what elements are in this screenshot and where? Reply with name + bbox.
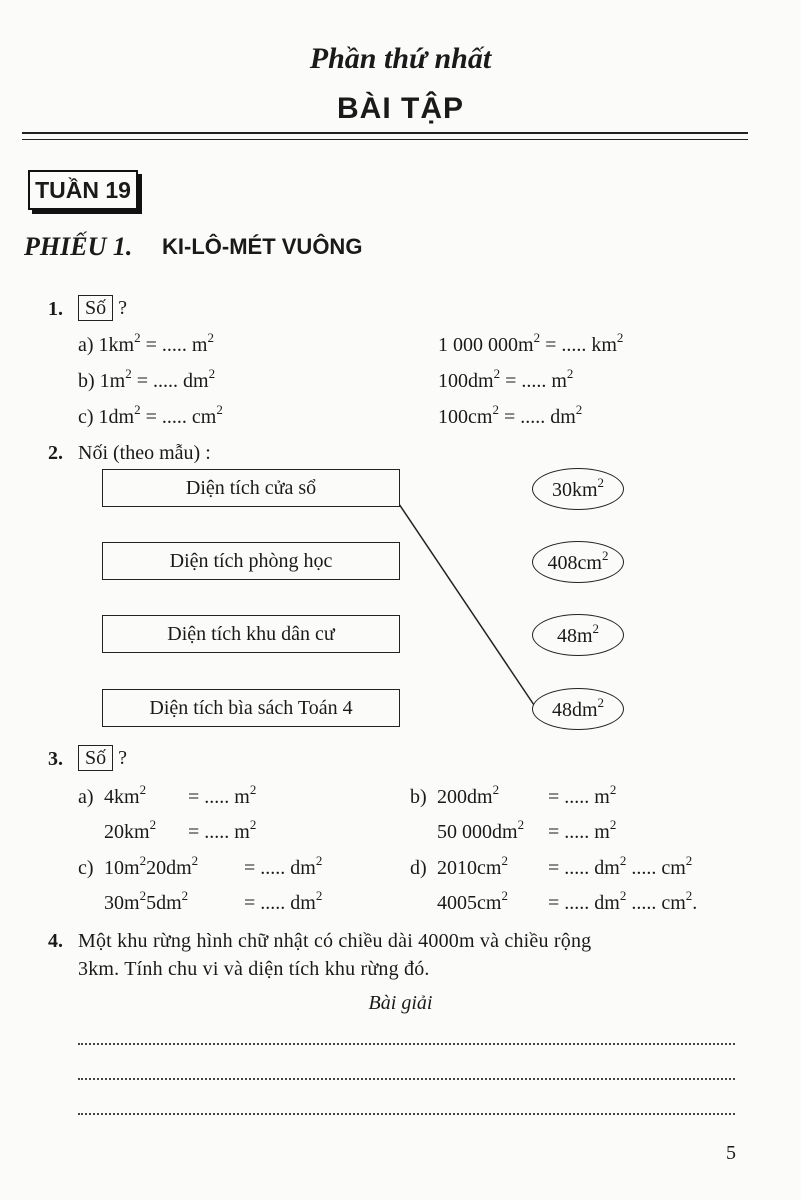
part-title: Phần thứ nhất [309,42,492,75]
q3-d2-rhs: = ..... $dm^2$ ..... $cm^2$. [548,888,698,914]
q3-a-label: a) [78,786,94,808]
q3-b2-rhs: = ..... $m^2$ [548,817,617,843]
q3-d-label: d) [410,857,427,879]
sheet-title: KI-LÔ-MÉT VUÔNG [162,234,363,259]
q3-c2-rhs: = ..... $dm^2$ [244,888,323,914]
answer-line-3[interactable] [78,1113,735,1115]
q1-c-right: $100cm^2$ = ..... $dm^2$ [438,402,583,428]
q3-d1-rhs: = ..... $dm^2$ ..... $cm^2$ [548,853,693,879]
q1-a-left: a) $1km^2$ = ..... $m^2$ [78,330,214,356]
q3-number: 3. [48,748,63,770]
q3-c1-lhs: $10m^220dm^2$ [104,853,199,879]
q3-so-box: Số [78,745,113,771]
q1-b-right: $100dm^2$ = ..... $m^2$ [438,366,574,392]
q3-prompt [78,745,127,771]
q1-c-left: c) $1dm^2$ = ..... $cm^2$ [78,402,223,428]
q3-b2-lhs: 50 $000dm^2$ [437,817,525,843]
q3-a1-rhs: = ..... $m^2$ [188,782,257,808]
q2-prompt: Nối (theo mẫu) : [78,442,211,464]
q3-a2-rhs: = ..... $m^2$ [188,817,257,843]
q3-a1-lhs: $4km^2$ [104,782,147,808]
page-number: 5 [726,1142,736,1164]
week-label: TUẦN 19 [28,170,138,210]
main-title: BÀI TẬP [337,92,464,125]
q4-line-1: Một khu rừng hình chữ nhật có chiều dài 4000m và chiều rộng [78,930,592,952]
q2-box-window: Diện tích cửa sổ [102,469,400,507]
q3-c1-rhs: = ..... $dm^2$ [244,853,323,879]
q1-number: 1. [48,298,63,320]
q2-oval-3: $48m^2$ [532,614,624,656]
q1-so-box: Số [78,295,113,321]
sheet-number: PHIẾU 1. [24,232,133,261]
q2-box-residential: Diện tích khu dân cư [102,615,400,653]
q1-suffix: ? [118,297,128,319]
q2-box-book-cover: Diện tích bìa sách Toán 4 [102,689,400,727]
q3-b-label: b) [410,786,427,808]
q2-oval-2: $408cm^2$ [532,541,624,583]
q3-d1-lhs: $2010cm^2$ [437,853,508,879]
q2-oval-1: $30km^2$ [532,468,624,510]
q3-c2-lhs: $30m^25dm^2$ [104,888,189,914]
q3-c-label: c) [78,857,94,879]
q1-a-right: 1 000 $000m^2$ = ..... $km^2$ [438,330,624,356]
q3-a2-lhs: $20km^2$ [104,817,157,843]
q3-b1-lhs: $200dm^2$ [437,782,500,808]
q2-number: 2. [48,442,63,464]
q3-suffix: ? [118,747,128,769]
answer-line-2[interactable] [78,1078,735,1080]
q3-b1-rhs: = ..... $m^2$ [548,782,617,808]
solution-label: Bài giải [368,992,433,1014]
q4-number: 4. [48,930,63,952]
q2-oval-4: $48dm^2$ [532,688,624,730]
q3-d2-lhs: $4005cm^2$ [437,888,508,914]
q4-line-2: 3km. Tính chu vi và diện tích khu rừng đó. [78,958,430,980]
answer-line-1[interactable] [78,1043,735,1045]
q2-box-classroom: Diện tích phòng học [102,542,400,580]
q1-b-left: b) $1m^2$ = ..... $dm^2$ [78,366,216,392]
